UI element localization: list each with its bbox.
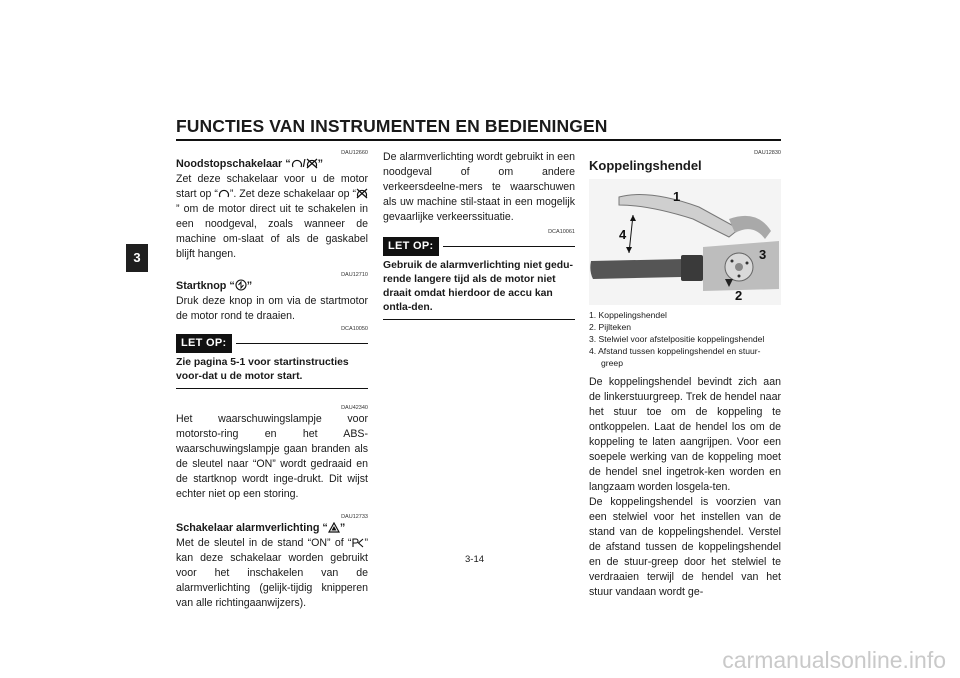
engine-run-icon bbox=[218, 188, 230, 199]
kill-switch-text: Zet deze schakelaar voor u de motor start op “ ”. Zet deze schakelaar op “” om de motor direct uit te schakelen in een noodgeval, zoals wanneer de machine om-slaat of als de gaskabel blijft hangen. bbox=[176, 173, 368, 260]
chapter-tab: 3 bbox=[126, 244, 148, 272]
ref-code: DAU12733 bbox=[341, 514, 368, 520]
fig-label-4: 4 bbox=[619, 227, 627, 242]
notice-box bbox=[383, 237, 575, 256]
abs-warning-text: Het waarschuwingslampje voor motorsto-ring en het ABS-waarschuwingslampje gaan branden als de sleutel naar “ON” wordt gedraaid en de startknop wordt inge-drukt. Dit wijst echter niet op een storing. bbox=[176, 413, 368, 500]
ref-code: DAU12710 bbox=[341, 272, 368, 278]
page-number: 3-14 bbox=[465, 554, 485, 565]
engine-stop-icon bbox=[356, 188, 368, 199]
header-rule bbox=[176, 139, 781, 141]
fig-label-1: 1 bbox=[673, 189, 681, 204]
clutch-text-1: De koppelingshendel bevindt zich aan de linkerstuurgreep. Trek de hendel naar het stuur toe om de koppeling te ontkoppelen. Laat de hendel los om de koppeling te laten aangrijpen. Voor een soepele werking van de koppeling moet de hendel snel ingetrok-ken worden en langzaam worden losgela-ten. bbox=[589, 376, 781, 493]
engine-run-icon bbox=[291, 158, 303, 169]
start-button-text: Druk deze knop in om via de startmotor de motor rond te draaien. bbox=[176, 295, 368, 322]
caption-item: 1. Koppelingshendel bbox=[589, 310, 667, 320]
starter-icon bbox=[235, 279, 247, 291]
column-1 bbox=[176, 150, 368, 611]
engine-stop-icon bbox=[306, 158, 318, 169]
watermark: carmanualsonline.info bbox=[722, 647, 946, 673]
switch-housing bbox=[681, 255, 703, 281]
figure-captions bbox=[589, 309, 781, 369]
fig-label-2: 2 bbox=[735, 288, 743, 303]
caption-item: 4. Afstand tussen koppelingshendel en stuur-greep bbox=[589, 346, 761, 368]
ref-code: DCA10050 bbox=[341, 326, 368, 332]
notice-label: LET OP: bbox=[383, 237, 439, 256]
ref-code: DAU42340 bbox=[341, 405, 368, 411]
notice-rule bbox=[236, 343, 369, 345]
ref-code: DAU12660 bbox=[341, 150, 368, 156]
notice-box bbox=[176, 334, 368, 353]
clutch-text-2: De koppelingshendel is voorzien van een stelwiel voor het instellen van de stand van de koppelingshendel. Verstel de afstand tussen de koppelingshendel en de stuur-greep door het stelwiel te verdraaien terwijl de hendel van het stuur vandaan wordt ge- bbox=[589, 496, 781, 598]
hazard-switch-heading: Schakelaar alarmverlichting “ ” bbox=[176, 522, 346, 534]
kill-switch-heading: Noodstopschakelaar “ / ” bbox=[176, 158, 324, 170]
clutch-lever-figure bbox=[589, 179, 781, 305]
caption-item: 2. Pijlteken bbox=[589, 322, 632, 332]
handlebar-grip bbox=[590, 259, 685, 279]
hazard-usage-text: De alarmverlichting wordt gebruikt in een noodgeval of om andere verkeersdeelne-mers te waarschuwen als uw machine stil-staat in een mogelijk gevaarlijke verkeerssituatie. bbox=[383, 151, 575, 223]
section-title: Koppelingshendel bbox=[589, 158, 702, 173]
start-button-heading: Startknop “ ” bbox=[176, 280, 253, 292]
notice-rule bbox=[443, 246, 576, 248]
parking-key-icon bbox=[351, 537, 364, 548]
notice-text: Zie pagina 5-1 voor startinstructies voor-dat u de motor start. bbox=[176, 356, 368, 389]
fig-label-3: 3 bbox=[759, 247, 767, 262]
caption-item: 3. Stelwiel voor afstelpositie koppelingshendel bbox=[589, 334, 765, 344]
hazard-switch-text: Met de sleutel in de stand “ON” of “ ” kan deze schakelaar worden gebruikt voor het inschakelen van de alarmverlichting (gelijk-tijdig knipperen van alle richtingaanwijzers). bbox=[176, 537, 368, 609]
hazard-triangle-icon bbox=[328, 522, 340, 533]
column-2 bbox=[383, 150, 575, 320]
notice-text: Gebruik de alarmverlichting niet gedu-rende langere tijd als de motor niet draait omdat hierdoor de accu kan ontla-den. bbox=[383, 259, 575, 320]
page-header-title: FUNCTIES VAN INSTRUMENTEN EN BEDIENINGEN bbox=[176, 116, 608, 136]
column-3 bbox=[589, 150, 781, 600]
notice-label: LET OP: bbox=[176, 334, 232, 353]
ref-code: DAU12830 bbox=[754, 150, 781, 156]
ref-code: DCA10061 bbox=[548, 229, 575, 235]
